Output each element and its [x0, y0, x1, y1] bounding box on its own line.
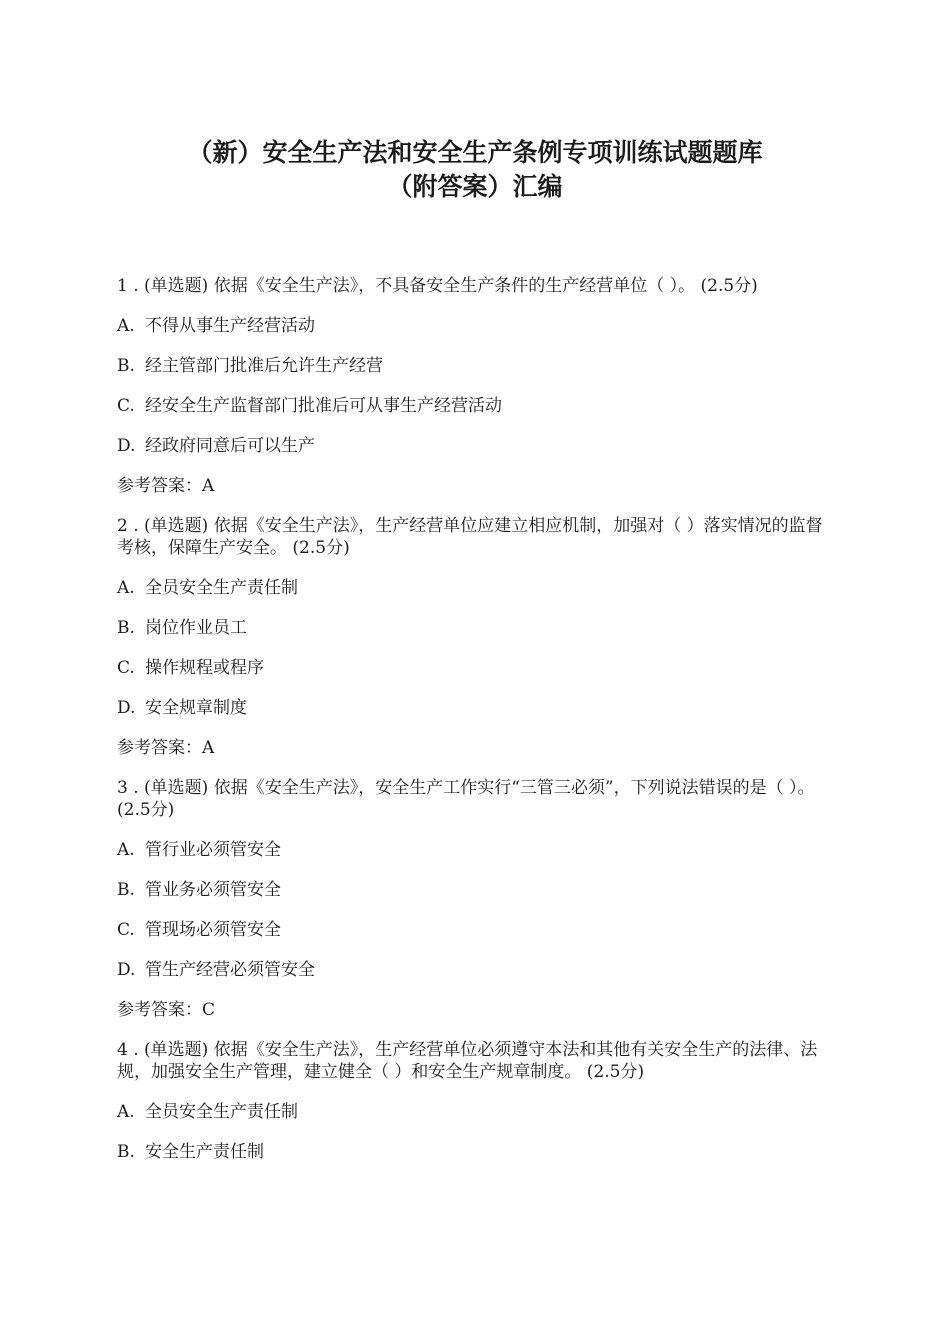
option-letter: B. — [117, 1142, 135, 1162]
option-letter: C. — [117, 396, 135, 416]
option-text: 全员安全生产责任制 — [145, 578, 298, 598]
option-letter: C. — [117, 920, 135, 940]
option-a — [117, 315, 833, 337]
document-title — [100, 136, 850, 204]
reference-answer: 参考答案：A — [117, 738, 215, 758]
option-letter: B. — [117, 618, 135, 638]
option-text: 管生产经营必须管安全 — [145, 960, 315, 980]
option-c — [117, 657, 833, 679]
option-b — [117, 879, 833, 901]
option-letter: A. — [117, 840, 135, 860]
option-text: 全员安全生产责任制 — [145, 1102, 298, 1122]
option-b — [117, 355, 833, 377]
option-letter: B. — [117, 356, 135, 376]
option-d — [117, 435, 833, 457]
question-stem: 2 . (单选题) 依据《安全生产法》，生产经营单位应建立相应机制，加强对（ ）落实情况的监督考核，保障生产安全。 (2.5分) — [117, 516, 823, 558]
question-2 — [117, 515, 833, 759]
option-letter: D. — [117, 960, 136, 980]
option-letter: C. — [117, 658, 135, 678]
option-b — [117, 1141, 833, 1163]
option-text: 经主管部门批准后允许生产经营 — [145, 356, 383, 376]
option-text: 不得从事生产经营活动 — [145, 316, 315, 336]
option-text: 岗位作业员工 — [145, 618, 247, 638]
option-text: 安全规章制度 — [145, 698, 247, 718]
option-d — [117, 697, 833, 719]
option-c — [117, 919, 833, 941]
option-letter: B. — [117, 880, 135, 900]
option-text: 操作规程或程序 — [145, 658, 264, 678]
option-text: 管现场必须管安全 — [145, 920, 281, 940]
option-letter: A. — [117, 316, 135, 336]
reference-answer: 参考答案：C — [117, 1000, 216, 1020]
option-text: 经政府同意后可以生产 — [145, 436, 315, 456]
option-letter: D. — [117, 436, 136, 456]
question-stem: 3 . (单选题) 依据《安全生产法》，安全生产工作实行“三管三必须”，下列说法错误的是（ ）。 (2.5分) — [117, 778, 815, 820]
question-1 — [117, 275, 833, 497]
question-stem: 1 . (单选题) 依据《安全生产法》，不具备安全生产条件的生产经营单位（ ）。 (2.5分) — [117, 276, 758, 296]
title-line-1: （新）安全生产法和安全生产条例专项训练试题题库 — [187, 138, 763, 167]
question-stem: 4 . (单选题) 依据《安全生产法》，生产经营单位必须遵守本法和其他有关安全生产的法律、法规，加强安全生产管理，建立健全（ ）和安全生产规章制度。 (2.5分) — [117, 1040, 818, 1082]
question-list — [117, 275, 833, 1181]
option-b — [117, 617, 833, 639]
question-3 — [117, 777, 833, 1021]
title-line-2: （附答案）汇编 — [387, 172, 563, 201]
option-text: 经安全生产监督部门批准后可从事生产经营活动 — [145, 396, 502, 416]
option-text: 安全生产责任制 — [145, 1142, 264, 1162]
option-text: 管行业必须管安全 — [145, 840, 281, 860]
reference-answer: 参考答案：A — [117, 476, 215, 496]
option-a — [117, 839, 833, 861]
option-letter: A. — [117, 578, 135, 598]
option-letter: A. — [117, 1102, 135, 1122]
option-c — [117, 395, 833, 417]
question-4 — [117, 1039, 833, 1163]
option-letter: D. — [117, 698, 136, 718]
option-d — [117, 959, 833, 981]
option-a — [117, 1101, 833, 1123]
option-text: 管业务必须管安全 — [145, 880, 281, 900]
option-a — [117, 577, 833, 599]
